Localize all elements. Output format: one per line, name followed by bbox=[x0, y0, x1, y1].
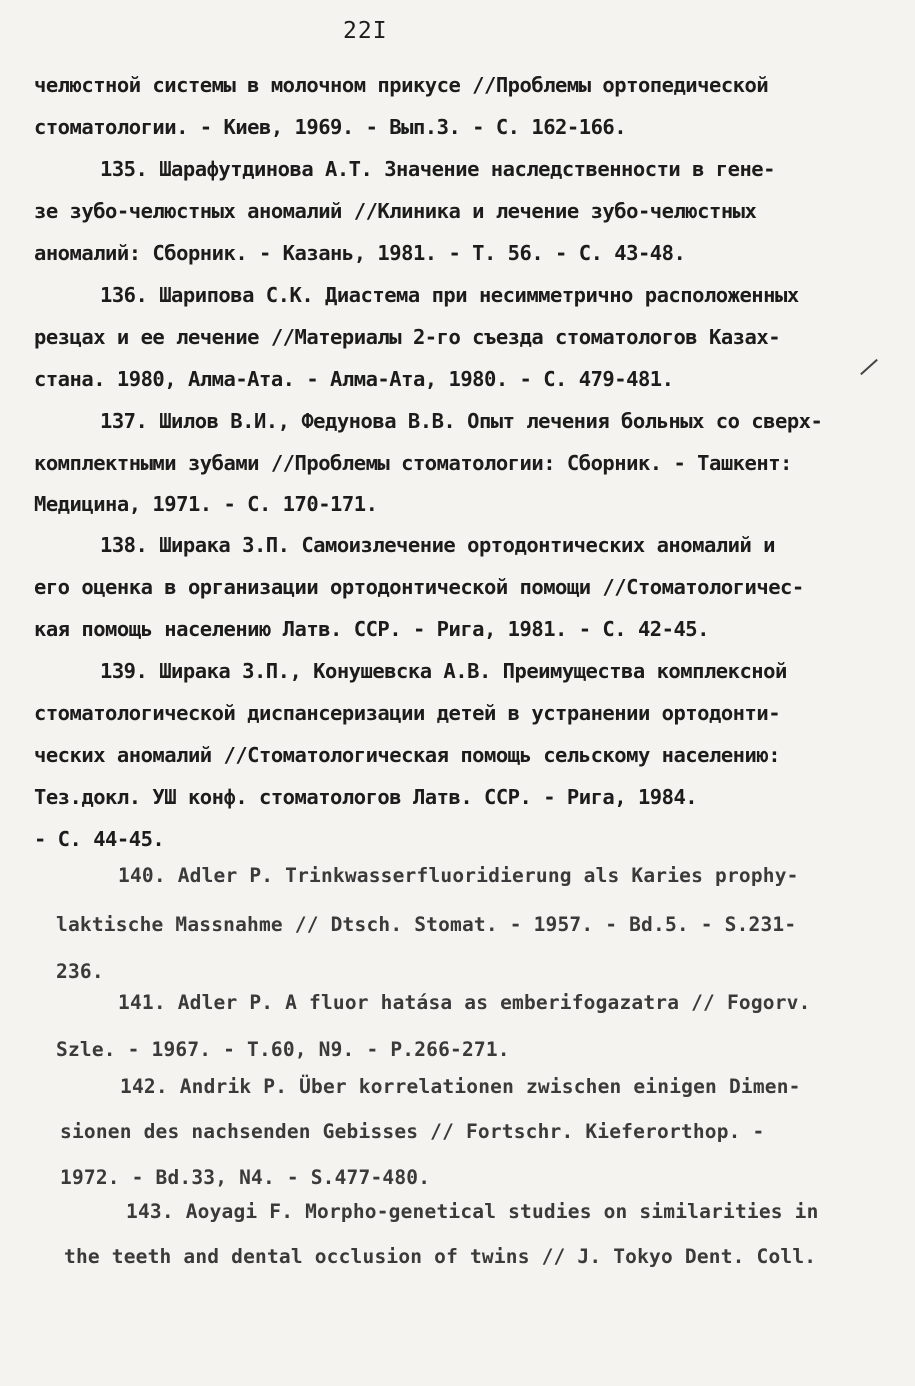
ref-139: 139. Ширака З.П., Конушевска А.В. Преимущества комплексной bbox=[100, 659, 787, 683]
text-line: sionen des nachsenden Gebisses // Fortschr. Kieferorthop. - bbox=[60, 1120, 765, 1143]
ref-135: 135. Шарафутдинова А.Т. Значение наследственности в гене- bbox=[100, 157, 775, 181]
text-line: the teeth and dental occlusion of twins // J. Tokyo Dent. Coll. bbox=[64, 1245, 817, 1268]
ref-143: 143. Aoyagi F. Morpho-genetical studies on similarities in bbox=[126, 1200, 819, 1223]
text-line: кая помощь населению Латв. ССР. - Рига, 1981. - С. 42-45. bbox=[34, 617, 709, 641]
text-line: - С. 44-45. bbox=[34, 827, 165, 851]
text-line: его оценка в организации ортодонтической помощи //Стоматологичес- bbox=[34, 575, 804, 599]
text-line: стоматологии. - Киев, 1969. - Вып.3. - С. 162-166. bbox=[34, 115, 627, 139]
ref-137: 137. Шилов В.И., Федунова В.В. Опыт лечения больных со сверх- bbox=[100, 409, 823, 433]
ref-142: 142. Andrik P. Über korrelationen zwischen einigen Dimen- bbox=[120, 1075, 801, 1098]
ref-141: 141. Adler P. A fluor hatása as emberifogazatra // Fogorv. bbox=[118, 991, 811, 1014]
text-line: 1972. - Bd.33, N4. - S.477-480. bbox=[60, 1166, 431, 1189]
ref-138: 138. Ширака З.П. Самоизлечение ортодонтических аномалий и bbox=[100, 533, 775, 557]
ref-136: 136. Шарипова С.К. Диастема при несимметрично расположенных bbox=[100, 283, 799, 307]
text-line: laktische Massnahme // Dtsch. Stomat. - 1957. - Bd.5. - S.231- bbox=[56, 913, 797, 936]
text-line: комплектными зубами //Проблемы стоматологии: Сборник. - Ташкент: bbox=[34, 451, 792, 475]
text-line: челюстной системы в молочном прикусе //Проблемы ортопедической bbox=[34, 73, 769, 97]
page-number: 22I bbox=[343, 18, 388, 44]
text-line: резцах и ее лечение //Материалы 2-го съезда стоматологов Казах- bbox=[34, 325, 781, 349]
text-line: Szle. - 1967. - T.60, N9. - P.266-271. bbox=[56, 1038, 510, 1061]
text-line: стана. 1980, Алма-Ата. - Алма-Ата, 1980. - С. 479-481. bbox=[34, 367, 674, 391]
text-line: зе зубо-челюстных аномалий //Клиника и лечение зубо-челюстных bbox=[34, 199, 757, 223]
margin-pencil-mark bbox=[860, 359, 878, 375]
ref-140: 140. Adler P. Trinkwasserfluoridierung als Karies prophy- bbox=[118, 864, 799, 887]
text-line: стоматологической диспансеризации детей в устранении ортодонти- bbox=[34, 701, 781, 725]
text-line: ческих аномалий //Стоматологическая помощь сельскому населению: bbox=[34, 743, 781, 767]
text-line: аномалий: Сборник. - Казань, 1981. - Т. 56. - С. 43-48. bbox=[34, 241, 686, 265]
text-line: Медицина, 1971. - С. 170-171. bbox=[34, 492, 378, 516]
text-line: Тез.докл. УШ конф. стоматологов Латв. ССР. - Рига, 1984. bbox=[34, 785, 698, 809]
text-line: 236. bbox=[56, 960, 104, 983]
